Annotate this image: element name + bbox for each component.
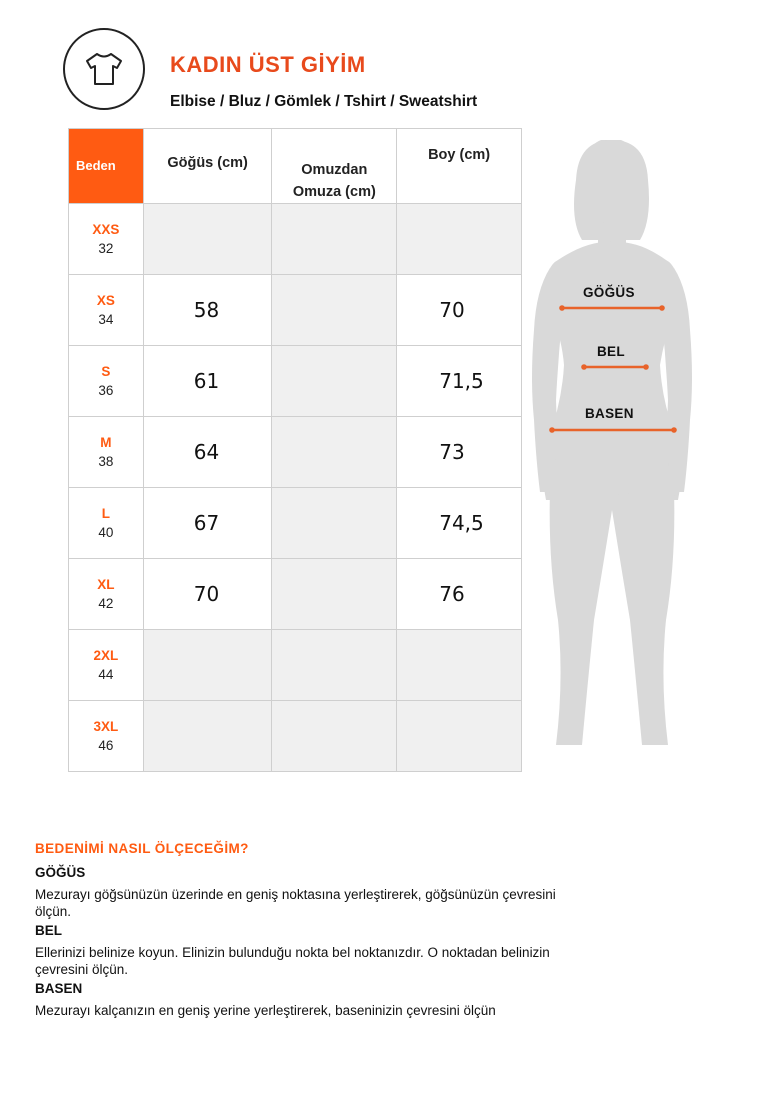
table-row: [69, 346, 522, 417]
table-row: [69, 488, 522, 559]
size-cell: [69, 275, 144, 346]
size-number: 32: [98, 241, 114, 256]
header-boy: Boy (cm): [397, 129, 522, 204]
page-subtitle: Elbise / Bluz / Gömlek / Tshirt / Sweatshirt: [170, 93, 478, 110]
table-row: [69, 204, 522, 275]
omuz-value: [272, 559, 397, 630]
omuz-value: [272, 275, 397, 346]
size-cell: [69, 417, 144, 488]
size-code: 3XL: [93, 719, 119, 734]
logo-badge: [63, 28, 145, 110]
gogus-value: [143, 701, 272, 772]
size-cell: [69, 346, 144, 417]
size-code: 2XL: [93, 648, 119, 663]
size-number: 40: [98, 525, 114, 540]
section-title-basen: BASEN: [35, 981, 83, 996]
size-chart-table: [68, 128, 522, 772]
gogus-value: 64: [143, 417, 272, 488]
page-title: KADIN ÜST GİYİM: [170, 52, 366, 77]
table-header-row: [69, 129, 522, 204]
omuz-value: [272, 346, 397, 417]
omuz-value: [272, 701, 397, 772]
label-bel: BEL: [597, 344, 625, 359]
label-basen: BASEN: [585, 406, 634, 421]
table-row: [69, 417, 522, 488]
gogus-value: [143, 204, 272, 275]
size-code: S: [101, 364, 111, 379]
size-code: XXS: [92, 222, 120, 237]
boy-value: 76: [397, 559, 522, 630]
size-cell: [69, 488, 144, 559]
boy-value: [397, 701, 522, 772]
size-number: 36: [98, 383, 114, 398]
boy-value: [397, 630, 522, 701]
size-number: 34: [98, 312, 114, 327]
size-number: 44: [98, 667, 114, 682]
size-number: 46: [98, 738, 114, 753]
omuz-value: [272, 204, 397, 275]
size-cell: [69, 204, 144, 275]
table-row: [69, 701, 522, 772]
header-omuz: Omuzdan Omuza (cm): [272, 129, 397, 204]
gogus-value: 58: [143, 275, 272, 346]
body-silhouette: [528, 140, 708, 760]
table-row: [69, 275, 522, 346]
tshirt-icon: [84, 50, 124, 88]
size-cell: [69, 630, 144, 701]
omuz-value: [272, 488, 397, 559]
size-code: XL: [97, 577, 115, 592]
size-number: 38: [98, 454, 114, 469]
gogus-value: 67: [143, 488, 272, 559]
table-row: [69, 630, 522, 701]
section-text-bel: Ellerinizi belinize koyun. Elinizin bulunduğu nokta bel noktanızdır. O noktadan belinizin çevresini ölçün.: [35, 945, 550, 977]
size-cell: [69, 701, 144, 772]
omuz-value: [272, 417, 397, 488]
size-cell: [69, 559, 144, 630]
header-beden: Beden: [69, 129, 144, 204]
gogus-value: 70: [143, 559, 272, 630]
size-code: M: [100, 435, 112, 450]
section-text-basen: Mezurayı kalçanızın en geniş yerine yerleştirerek, baseninizin çevresini ölçün: [35, 1003, 496, 1018]
boy-value: 74,5: [397, 488, 522, 559]
section-title-gogus: GÖĞÜS: [35, 865, 86, 880]
section-title-bel: BEL: [35, 923, 62, 938]
omuz-value: [272, 630, 397, 701]
size-code: XS: [96, 293, 115, 308]
header-gogus: Göğüs (cm): [143, 129, 272, 204]
boy-value: 71,5: [397, 346, 522, 417]
table-row: [69, 559, 522, 630]
boy-value: [397, 204, 522, 275]
boy-value: 70: [397, 275, 522, 346]
section-text-gogus: Mezurayı göğsünüzün üzerinde en geniş noktasına yerleştirerek, göğsünüzün çevresini ölçün.: [35, 887, 556, 919]
howto-title: BEDENİMİ NASIL ÖLÇECEĞİM?: [35, 841, 249, 856]
gogus-value: 61: [143, 346, 272, 417]
label-gogus: GÖĞÜS: [583, 285, 635, 300]
size-number: 42: [98, 596, 114, 611]
gogus-value: [143, 630, 272, 701]
boy-value: 73: [397, 417, 522, 488]
size-code: L: [101, 506, 111, 521]
